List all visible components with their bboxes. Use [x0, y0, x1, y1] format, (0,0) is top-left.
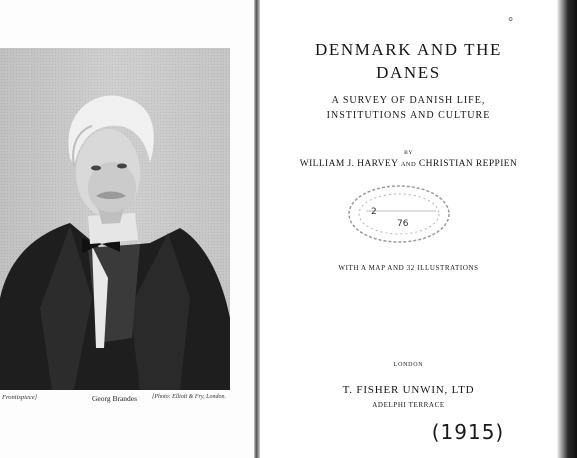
portrait-photo	[0, 48, 230, 390]
subtitle-line-1: A SURVEY OF DANISH LIFE,	[331, 95, 486, 106]
stamp-number-2: 76	[397, 219, 409, 229]
author-conjunction: AND	[400, 161, 417, 168]
authors-line	[260, 159, 557, 169]
library-stamp-icon	[346, 183, 452, 245]
publication-place: LONDON	[393, 362, 424, 368]
illustrations-note: WITH A MAP AND 32 ILLUSTRATIONS	[338, 264, 479, 272]
stamp-number-1: 2	[371, 207, 377, 217]
corner-mark-icon: ⚬	[506, 14, 516, 26]
portrait-caption: Georg Brandes	[92, 394, 138, 403]
publisher-name: T. FISHER UNWIN, LTD	[342, 384, 475, 396]
by-line: BY	[404, 150, 413, 156]
book-title-line-2: DANES	[376, 63, 441, 82]
page-edge-shadow	[557, 0, 577, 458]
handwritten-year: (1915)	[431, 420, 505, 444]
publisher-address: ADELPHI TERRACE	[372, 401, 445, 409]
book-title-line-1: DENMARK AND THE	[314, 40, 503, 59]
author-1: WILLIAM J. HARVEY	[299, 159, 399, 169]
frontispiece-label: Frontispiece]	[2, 394, 38, 401]
left-page	[0, 0, 256, 458]
author-2: CHRISTIAN REPPIEN	[418, 159, 518, 169]
subtitle-line-2: INSTITUTIONS AND CULTURE	[326, 110, 491, 121]
photo-credit: [Photo: Elliott & Fry, London.	[152, 394, 227, 400]
